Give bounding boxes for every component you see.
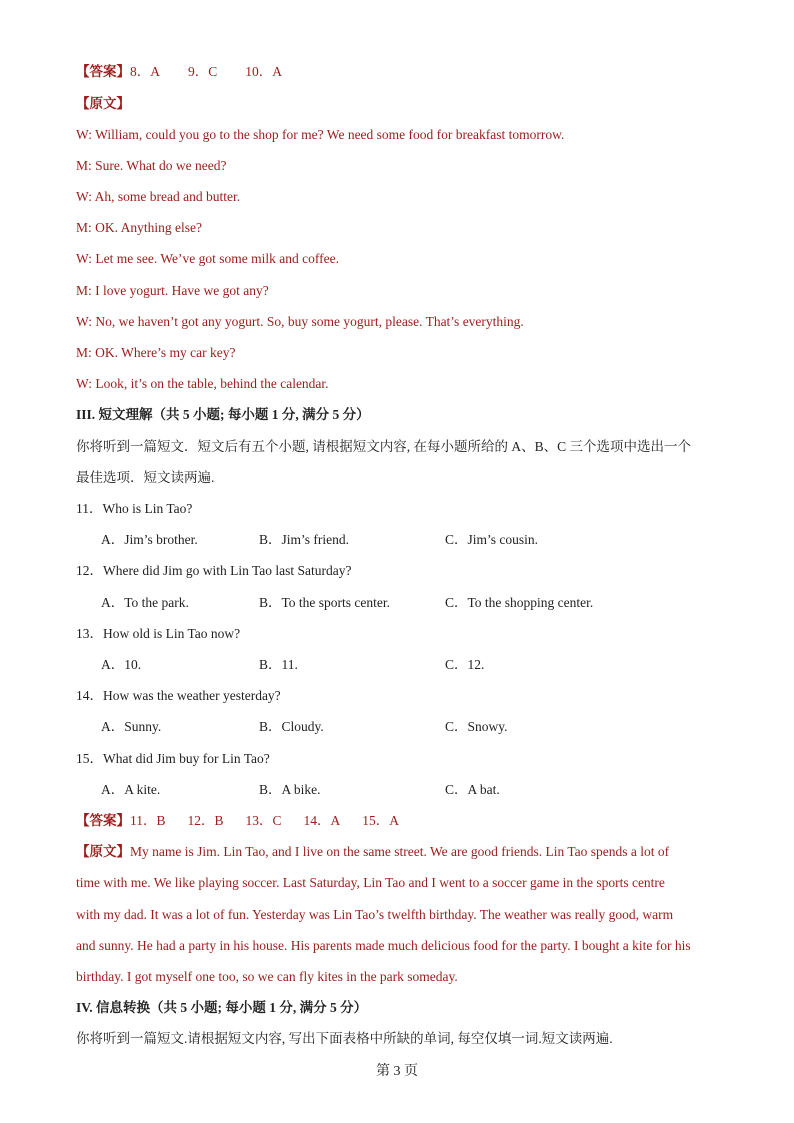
passage-line-3: with my dad. It was a lot of fun. Yesterday was Lin Tao’s twelfth birthday. The weather was really good, warm <box>76 907 674 922</box>
answer-line-2 <box>76 812 399 830</box>
option-b: B．To the sports center. <box>259 595 391 610</box>
option-a: A．Jim’s brother. <box>101 532 198 547</box>
question-stem: 11．Who is Lin Tao? <box>76 501 193 516</box>
answer-item: 15．A <box>362 813 400 828</box>
option-a: A．A kite. <box>101 782 161 797</box>
question-stem: 15．What did Jim buy for Lin Tao? <box>76 751 270 766</box>
passage-label: 【原文】 <box>76 844 130 859</box>
answer-item: 14．A <box>303 813 341 828</box>
answer-item: 12．B <box>187 813 224 828</box>
option-c: C．Snowy. <box>445 719 508 734</box>
dialogue-line: W: Ah, some bread and butter. <box>76 189 241 204</box>
answer-item: 8．A <box>130 64 160 79</box>
option-b: B．11. <box>259 657 298 672</box>
option-b: B．Jim’s friend. <box>259 532 349 547</box>
dialogue-line: W: No, we haven’t got any yogurt. So, buy some yogurt, please. That’s everything. <box>76 314 524 329</box>
option-b: B．Cloudy. <box>259 719 324 734</box>
passage-line-4: and sunny. He had a party in his house. His parents made much delicious food for the party. I bought a kite for his <box>76 938 691 953</box>
option-a: A．Sunny. <box>101 719 162 734</box>
answer-item: 9．C <box>188 64 218 79</box>
option-a: A．To the park. <box>101 595 189 610</box>
answer-item: 11．B <box>130 813 166 828</box>
option-c: C．A bat. <box>445 782 500 797</box>
option-c: C．Jim’s cousin. <box>445 532 539 547</box>
dialogue-line: M: OK. Anything else? <box>76 220 202 235</box>
answer-label: 【答案】 <box>76 64 130 79</box>
section-instruction: 你将听到一篇短文.请根据短文内容, 写出下面表格中所缺的单词, 每空仅填一词.短文读两遍. <box>76 1031 613 1046</box>
page-footer: 第 3 页 <box>376 1064 418 1079</box>
dialogue-line: M: Sure. What do we need? <box>76 158 227 173</box>
passage-line-1 <box>76 843 669 861</box>
question-stem: 13．How old is Lin Tao now? <box>76 626 241 641</box>
answer-item: 10．A <box>245 64 283 79</box>
passage-line-5: birthday. I got myself one too, so we can fly kites in the park someday. <box>76 969 458 984</box>
passage-text: My name is Jim. Lin Tao, and I live on the same street. We are good friends. Lin Tao spends a lot of <box>130 844 670 859</box>
answer-line-1 <box>76 63 282 81</box>
option-a: A．10. <box>101 657 142 672</box>
dialogue-line: W: Look, it’s on the table, behind the calendar. <box>76 376 329 391</box>
option-c: C．12. <box>445 657 485 672</box>
section-instruction: 你将听到一篇短文．短文后有五个小题, 请根据短文内容, 在每小题所给的 A、B、C 三个选项中选出一个 <box>76 439 692 454</box>
dialogue-line: M: I love yogurt. Have we got any? <box>76 283 269 298</box>
section-instruction: 最佳选项．短文读两遍. <box>76 470 215 485</box>
answer-item: 13．C <box>245 813 282 828</box>
question-stem: 12．Where did Jim go with Lin Tao last Saturday? <box>76 563 352 578</box>
passage-line-2: time with me. We like playing soccer. Last Saturday, Lin Tao and I went to a soccer game in the sports centre <box>76 875 665 890</box>
dialogue-line: W: William, could you go to the shop for me? We need some food for breakfast tomorrow. <box>76 127 565 142</box>
section-heading: IV. 信息转换（共 5 小题; 每小题 1 分, 满分 5 分） <box>76 1000 368 1015</box>
question-stem: 14．How was the weather yesterday? <box>76 688 281 703</box>
answer-label: 【答案】 <box>76 813 130 828</box>
dialogue-line: W: Let me see. We’ve got some milk and coffee. <box>76 251 339 266</box>
script-label: 【原文】 <box>76 96 130 111</box>
option-b: B．A bike. <box>259 782 321 797</box>
option-c: C．To the shopping center. <box>445 595 594 610</box>
dialogue-line: M: OK. Where’s my car key? <box>76 345 236 360</box>
section-heading: III. 短文理解（共 5 小题; 每小题 1 分, 满分 5 分） <box>76 407 370 422</box>
